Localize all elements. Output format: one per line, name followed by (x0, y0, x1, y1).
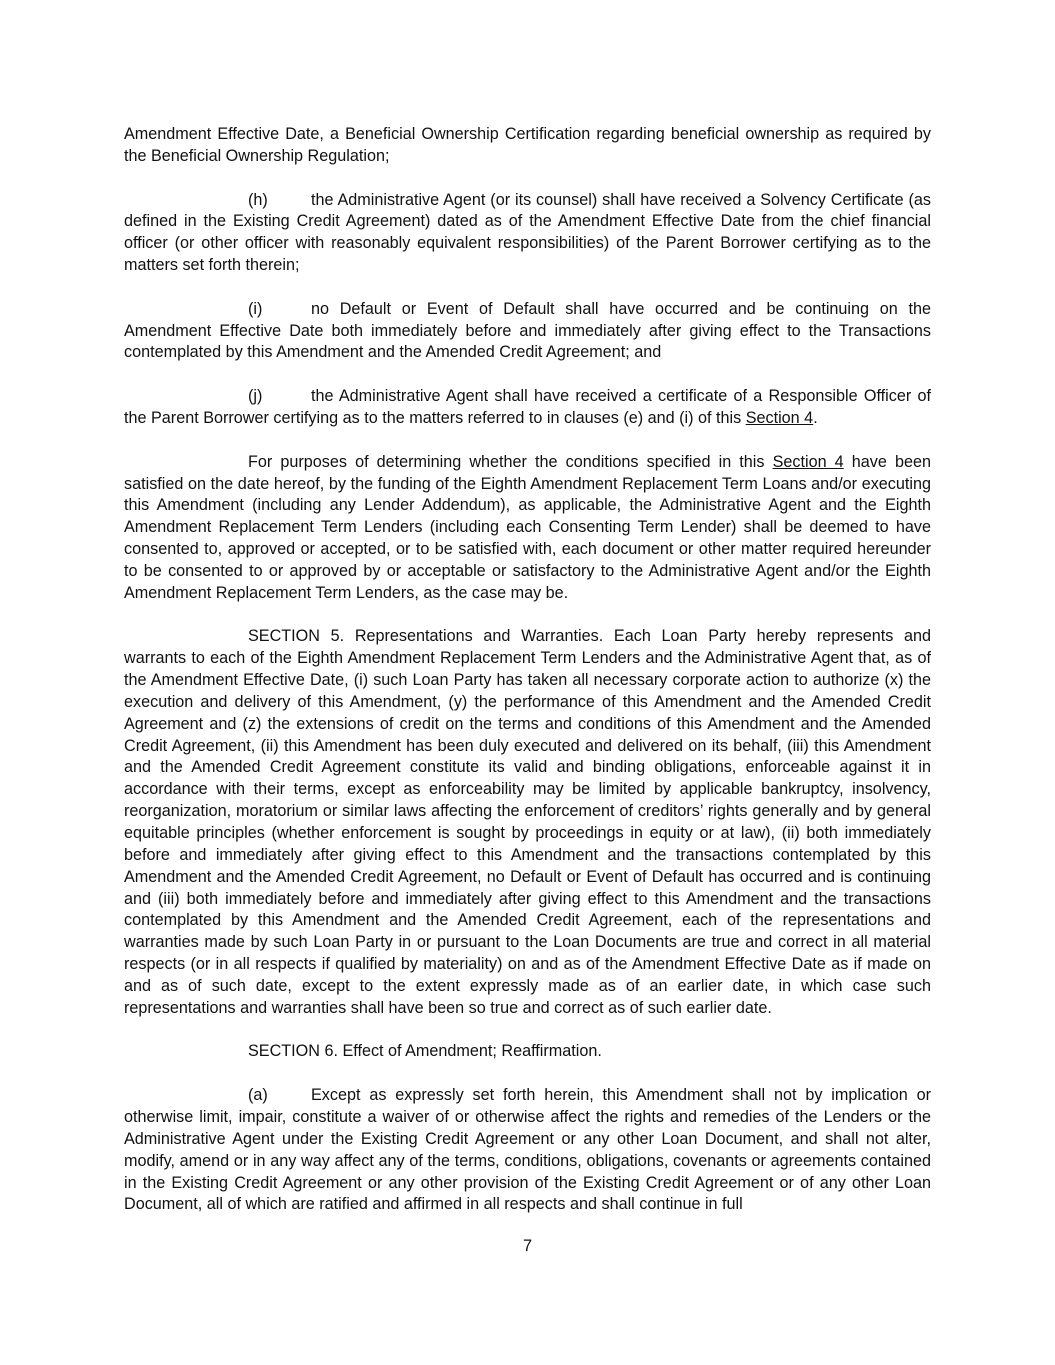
paragraph-text: Amendment Effective Date, a Beneficial Ownership Certification regarding beneficial ownership as required by the Beneficial Ownership Regulation; (124, 125, 931, 165)
clause-a (124, 1085, 931, 1216)
document-body (124, 124, 931, 1216)
clause-h (124, 190, 931, 277)
clause-i (124, 299, 931, 365)
section-reference: Section 4 (745, 408, 814, 427)
paragraph-text-start: For purposes of determining whether the conditions specified in this (248, 452, 773, 471)
section-5 (124, 626, 931, 1019)
clause-text: the Administrative Agent shall have received a certificate of a Responsible Officer of the Parent Borrower certifying as to the matters referred to in clauses (e) and (i) of this (124, 387, 931, 427)
paragraph-text-rest: have been satisfied on the date hereof, by the funding of the Eighth Amendment Replacement Term Loans and/or executing this Amendment (including any Lender Addendum), as applicable, the Administrative Agent and the Eighth Amendment Replacement Term Lenders (including each Consenting Term Lender) shall be deemed to have consented to, approved or accepted, or to be satisfied with, each document or other matter required hereunder to be consented to or approved by or acceptable or satisfactory to the Administrative Agent and/or the Eighth Amendment Replacement Term Lenders, as the case may be. (124, 452, 931, 602)
paragraph-g-continuation (124, 124, 931, 168)
section-text: Each Loan Party hereby represents and warrants to each of the Eighth Amendment Replacement Term Lenders and the Administrative Agent that, as of the Amendment Effective Date, (i) such Loan Party has taken all necessary corporate action to authorize (x) the execution and delivery of this Amendment, (y) the performance of this Amendment and the Amended Credit Agreement and (z) the extensions of credit on the terms and conditions of this Amendment and the Amended Credit Agreement, (ii) this Amendment has been duly executed and delivered on its behalf, (iii) this Amendment and the Amended Credit Agreement constitute its valid and binding obligations, enforceable against it in accordance with their terms, except as enforceability may be limited by applicable bankruptcy, insolvency, reorganization, moratorium or similar laws affecting the enforcement of creditors’ rights generally and by general equitable principles (whether enforcement is sought by proceedings in equity or at law), (ii) both immediately before and immediately after giving effect to this Amendment and the transactions contemplated by this Amendment and the Amended Credit Agreement, no Default or Event of Default has occurred and is continuing and (iii) both immediately before and immediately after giving effect to this Amendment and the transactions contemplated by this Amendment and the Amended Credit Agreement, each of the representations and warranties made by such Loan Party in or pursuant to the Loan Documents are true and correct in all material respects (or in all respects if qualified by materiality) on and as of the Amendment Effective Date as if made on and as of such date, except to the extent expressly made as of an earlier date, in which case such representations and warranties shall have been so true and correct as of such earlier date. (124, 627, 932, 1017)
section-heading: SECTION 5. Representations and Warranties. (248, 627, 604, 646)
clause-text: no Default or Event of Default shall have occurred and be continuing on the Amendment Effective Date both immediately before and immediately after giving effect to the Transactions contemplated by this Amendment and the Amended Credit Agreement; and (124, 299, 931, 362)
section-reference: Section 4 (772, 452, 844, 471)
clause-label: (h) (248, 190, 268, 209)
clause-text: Except as expressly set forth herein, this Amendment shall not by implication or otherwise limit, impair, constitute a waiver of or otherwise affect the rights and remedies of the Lenders or the Administrative Agent under the Existing Credit Agreement or any other Loan Document, and shall not alter, modify, amend or in any way affect any of the terms, conditions, obligations, covenants or agreements contained in the Existing Credit Agreement or any other provision of the Existing Credit Agreement or of any other Loan Document, all of which are ratified and affirmed in all respects and shall continue in full (124, 1086, 931, 1214)
section-6-heading (124, 1041, 931, 1063)
clause-text: the Administrative Agent (or its counsel) shall have received a Solvency Certificate (as defined in the Existing Credit Agreement) dated as of the Amendment Effective Date from the chief financial officer (or other officer with reasonably equivalent responsibilities) of the Parent Borrower certifying as to the matters set forth therein; (124, 190, 931, 275)
paragraph-purposes (124, 452, 931, 605)
clause-end: . (813, 408, 818, 427)
clause-label: (j) (248, 387, 263, 406)
clause-label: (a) (248, 1086, 268, 1105)
clause-label: (i) (248, 299, 263, 318)
page-number: 7 (522, 1237, 532, 1255)
clause-j (124, 386, 931, 430)
section-heading: SECTION 6. Effect of Amendment; Reaffirmation. (248, 1042, 602, 1061)
